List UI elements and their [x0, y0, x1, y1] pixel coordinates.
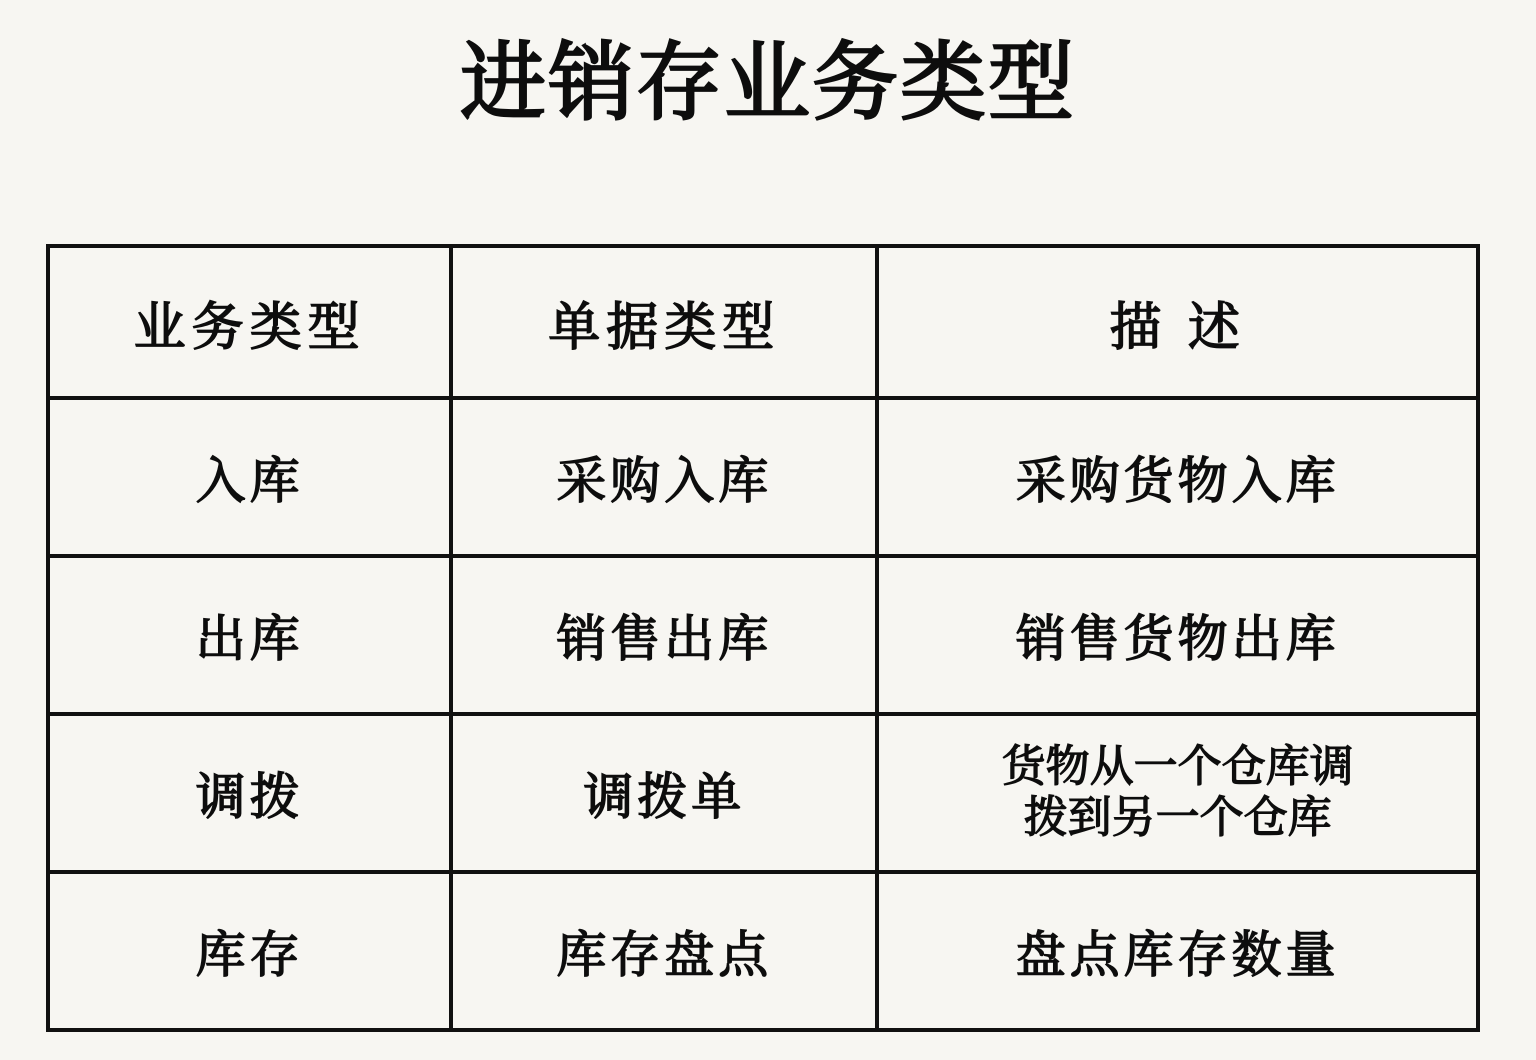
cell-document-type: 销售出库	[451, 556, 877, 714]
table-row	[48, 398, 1478, 556]
column-header-description: 描 述	[877, 246, 1478, 398]
table-row	[48, 556, 1478, 714]
cell-document-type: 采购入库	[451, 398, 877, 556]
cell-business-type: 入库	[48, 398, 451, 556]
page-title: 进销存业务类型	[460, 35, 1076, 131]
cell-description	[877, 714, 1478, 872]
cell-business-type: 库存	[48, 872, 451, 1030]
cell-description-line: 销售货物出库	[1015, 611, 1340, 667]
cell-description-line: 货物从一个仓库调	[1001, 742, 1354, 792]
column-header-business-type: 业务类型	[48, 246, 451, 398]
cell-description	[877, 398, 1478, 556]
cell-description	[877, 872, 1478, 1030]
table-header	[48, 246, 1478, 398]
table-row	[48, 714, 1478, 872]
business-type-table-wrapper	[46, 244, 1480, 1032]
table-body	[48, 398, 1478, 1030]
document-page	[0, 36, 1536, 1060]
cell-description-line: 盘点库存数量	[1015, 927, 1340, 983]
cell-description-line: 采购货物入库	[1015, 453, 1340, 509]
cell-document-type: 调拨单	[451, 714, 877, 872]
cell-description	[877, 556, 1478, 714]
cell-document-type: 库存盘点	[451, 872, 877, 1030]
business-type-table	[46, 244, 1480, 1032]
cell-business-type: 出库	[48, 556, 451, 714]
table-header-row	[48, 246, 1478, 398]
column-header-document-type: 单据类型	[451, 246, 877, 398]
cell-description-line: 拨到另一个仓库	[1023, 793, 1332, 842]
cell-business-type: 调拨	[48, 714, 451, 872]
table-row	[48, 872, 1478, 1030]
